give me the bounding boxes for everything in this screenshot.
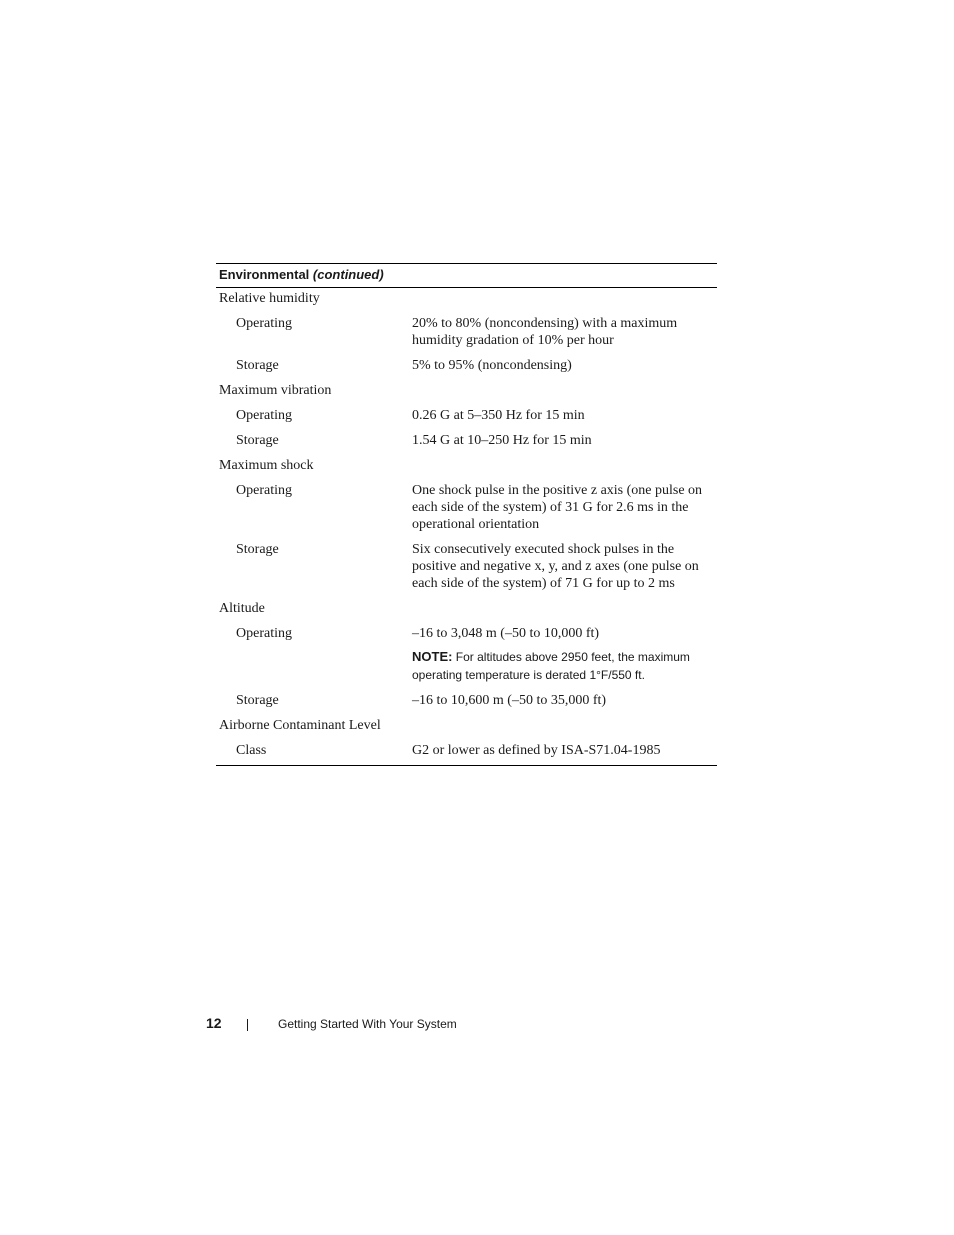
row-value: G2 or lower as defined by ISA-S71.04-1985 (412, 743, 661, 758)
page-number: 12 (206, 1015, 222, 1031)
table-row (216, 357, 717, 374)
altitude-note (412, 648, 713, 684)
row-value: One shock pulse in the positive z axis (one pulse on each side of the system) of 31 G for 2.6 ms in the operational orientation (412, 483, 703, 532)
section-label: Maximum shock (219, 458, 314, 473)
row-value: 1.54 G at 10–250 Hz for 15 min (412, 433, 592, 448)
row-label: Operating (236, 483, 292, 498)
row-label: Storage (236, 358, 279, 373)
table-row (216, 407, 717, 424)
section-altitude (216, 600, 717, 617)
row-label: Storage (236, 693, 279, 708)
section-label: Maximum vibration (219, 383, 332, 398)
table-body (216, 288, 717, 765)
row-label: Operating (236, 626, 292, 641)
row-label: Operating (236, 316, 292, 331)
footer-divider (247, 1019, 248, 1031)
section-maximum-vibration (216, 382, 717, 399)
table-header (216, 264, 717, 288)
row-value: 5% to 95% (noncondensing) (412, 358, 572, 373)
row-value: Six consecutively executed shock pulses in the positive and negative x, y, and z axes (one pulse on each side of the system) of 71 G for up to 2 ms (412, 542, 699, 591)
footer-title: Getting Started With Your System (278, 1017, 457, 1031)
row-value: –16 to 3,048 m (–50 to 10,000 ft) (412, 626, 600, 641)
table-row (216, 315, 717, 349)
row-label: Storage (236, 542, 279, 557)
section-label: Relative humidity (219, 291, 320, 306)
note-text: For altitudes above 2950 feet, the maximum operating temperature is derated 1°F/550 ft. (412, 650, 690, 682)
note-label: NOTE: (412, 649, 453, 664)
row-label: Class (236, 743, 267, 758)
row-label: Operating (236, 408, 292, 423)
row-label: Storage (236, 433, 279, 448)
table-header-continued: (continued) (312, 267, 384, 282)
table-row (216, 432, 717, 449)
row-value: –16 to 10,600 m (–50 to 35,000 ft) (412, 693, 607, 708)
table-row (216, 692, 717, 709)
section-label: Altitude (219, 601, 265, 616)
table-row (216, 482, 717, 533)
section-maximum-shock (216, 457, 717, 474)
section-airborne-contaminant-level (216, 717, 717, 734)
table-row (216, 541, 717, 592)
row-value: 20% to 80% (noncondensing) with a maximum humidity gradation of 10% per hour (412, 316, 678, 348)
table-row (216, 625, 717, 684)
table-row (216, 742, 717, 759)
section-label: Airborne Contaminant Level (219, 718, 381, 733)
environmental-spec-table (216, 263, 717, 766)
row-value: 0.26 G at 5–350 Hz for 15 min (412, 408, 585, 423)
table-header-title: Environmental (219, 267, 310, 282)
section-relative-humidity (216, 290, 717, 307)
